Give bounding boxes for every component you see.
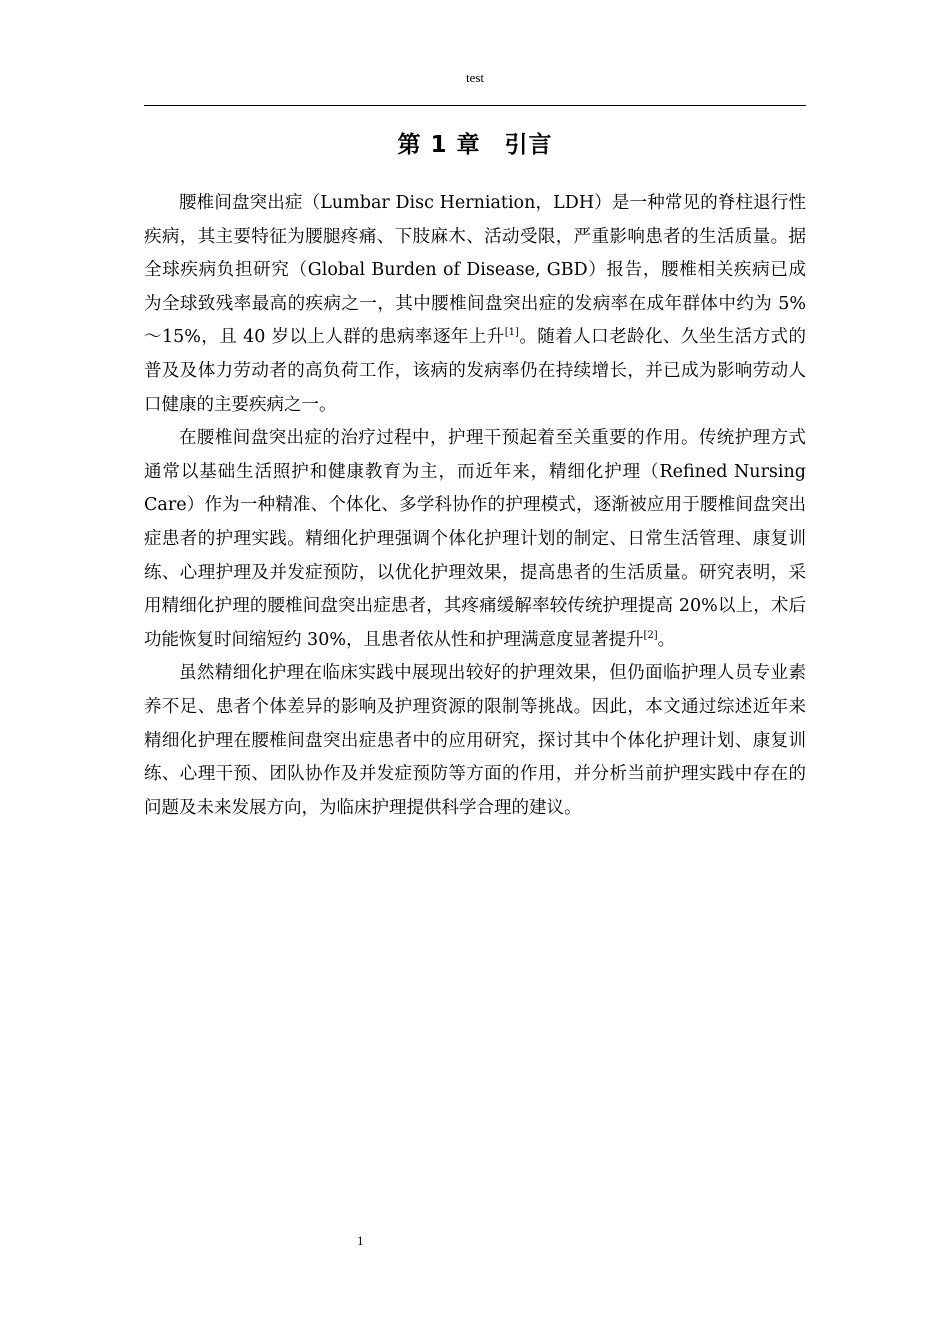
- page-header: test: [465, 70, 485, 85]
- header-rule: [144, 105, 806, 106]
- citation-2: [2]: [643, 629, 658, 641]
- paragraph-2-text-a: 在腰椎间盘突出症的治疗过程中，护理干预起着至关重要的作用。传统护理方式通常以基础生活照护和健康教育为主，而近年来，精细化护理（Refined Nursing Care）作为一种精准、个体化、多学科协作的护理模式，逐渐被应用于腰椎间盘突出症患者的护理实践。精细化护理强调个体化护理计划的制定、日常生活管理、康复训练、心理护理及并发症预防，以优化护理效果，提高患者的生活质量。研究表明，采用精细化护理的腰椎间盘突出症患者，其疼痛缓解率较传统护理提高 20%以上，术后功能恢复时间缩短约 30%，且患者依从性和护理满意度显著提升: [144, 428, 806, 650]
- paragraph-3: [144, 657, 806, 825]
- paragraph-2: [144, 422, 806, 657]
- paragraph-1-text-a: 腰椎间盘突出症（Lumbar Disc Herniation，LDH）是一种常见的脊柱退行性疾病，其主要特征为腰腿疼痛、下肢麻木、活动受限，严重影响患者的生活质量。据全球疾病负担研究（Global Burden of Disease, GBD）报告，腰椎相关疾病已成为全球致残率最高的疾病之一，其中腰椎间盘突出症的发病率在成年群体中约为 5%～15%，且 40 岁以上人群的患病率逐年上升: [144, 193, 806, 348]
- paragraph-2-text-b: 。: [657, 629, 676, 650]
- page-number: 1: [357, 1233, 364, 1248]
- paragraph-1-text-b: 。随着人口老龄化、久坐生活方式的普及及体力劳动者的高负荷工作，该病的发病率仍在持续增长，并已成为影响劳动人口健康的主要疾病之一。: [144, 327, 807, 415]
- body-text: [144, 187, 806, 825]
- paragraph-1: [144, 187, 806, 422]
- citation-1: [1]: [504, 327, 519, 339]
- paragraph-3-text: 虽然精细化护理在临床实践中展现出较好的护理效果，但仍面临护理人员专业素养不足、患者个体差异的影响及护理资源的限制等挑战。因此，本文通过综述近年来精细化护理在腰椎间盘突出症患者中的应用研究，探讨其中个体化护理计划、康复训练、心理干预、团队协作及并发症预防等方面的作用，并分析当前护理实践中存在的问题及未来发展方向，为临床护理提供科学合理的建议。: [144, 663, 806, 818]
- chapter-title: 第 1 章 引言: [397, 132, 553, 158]
